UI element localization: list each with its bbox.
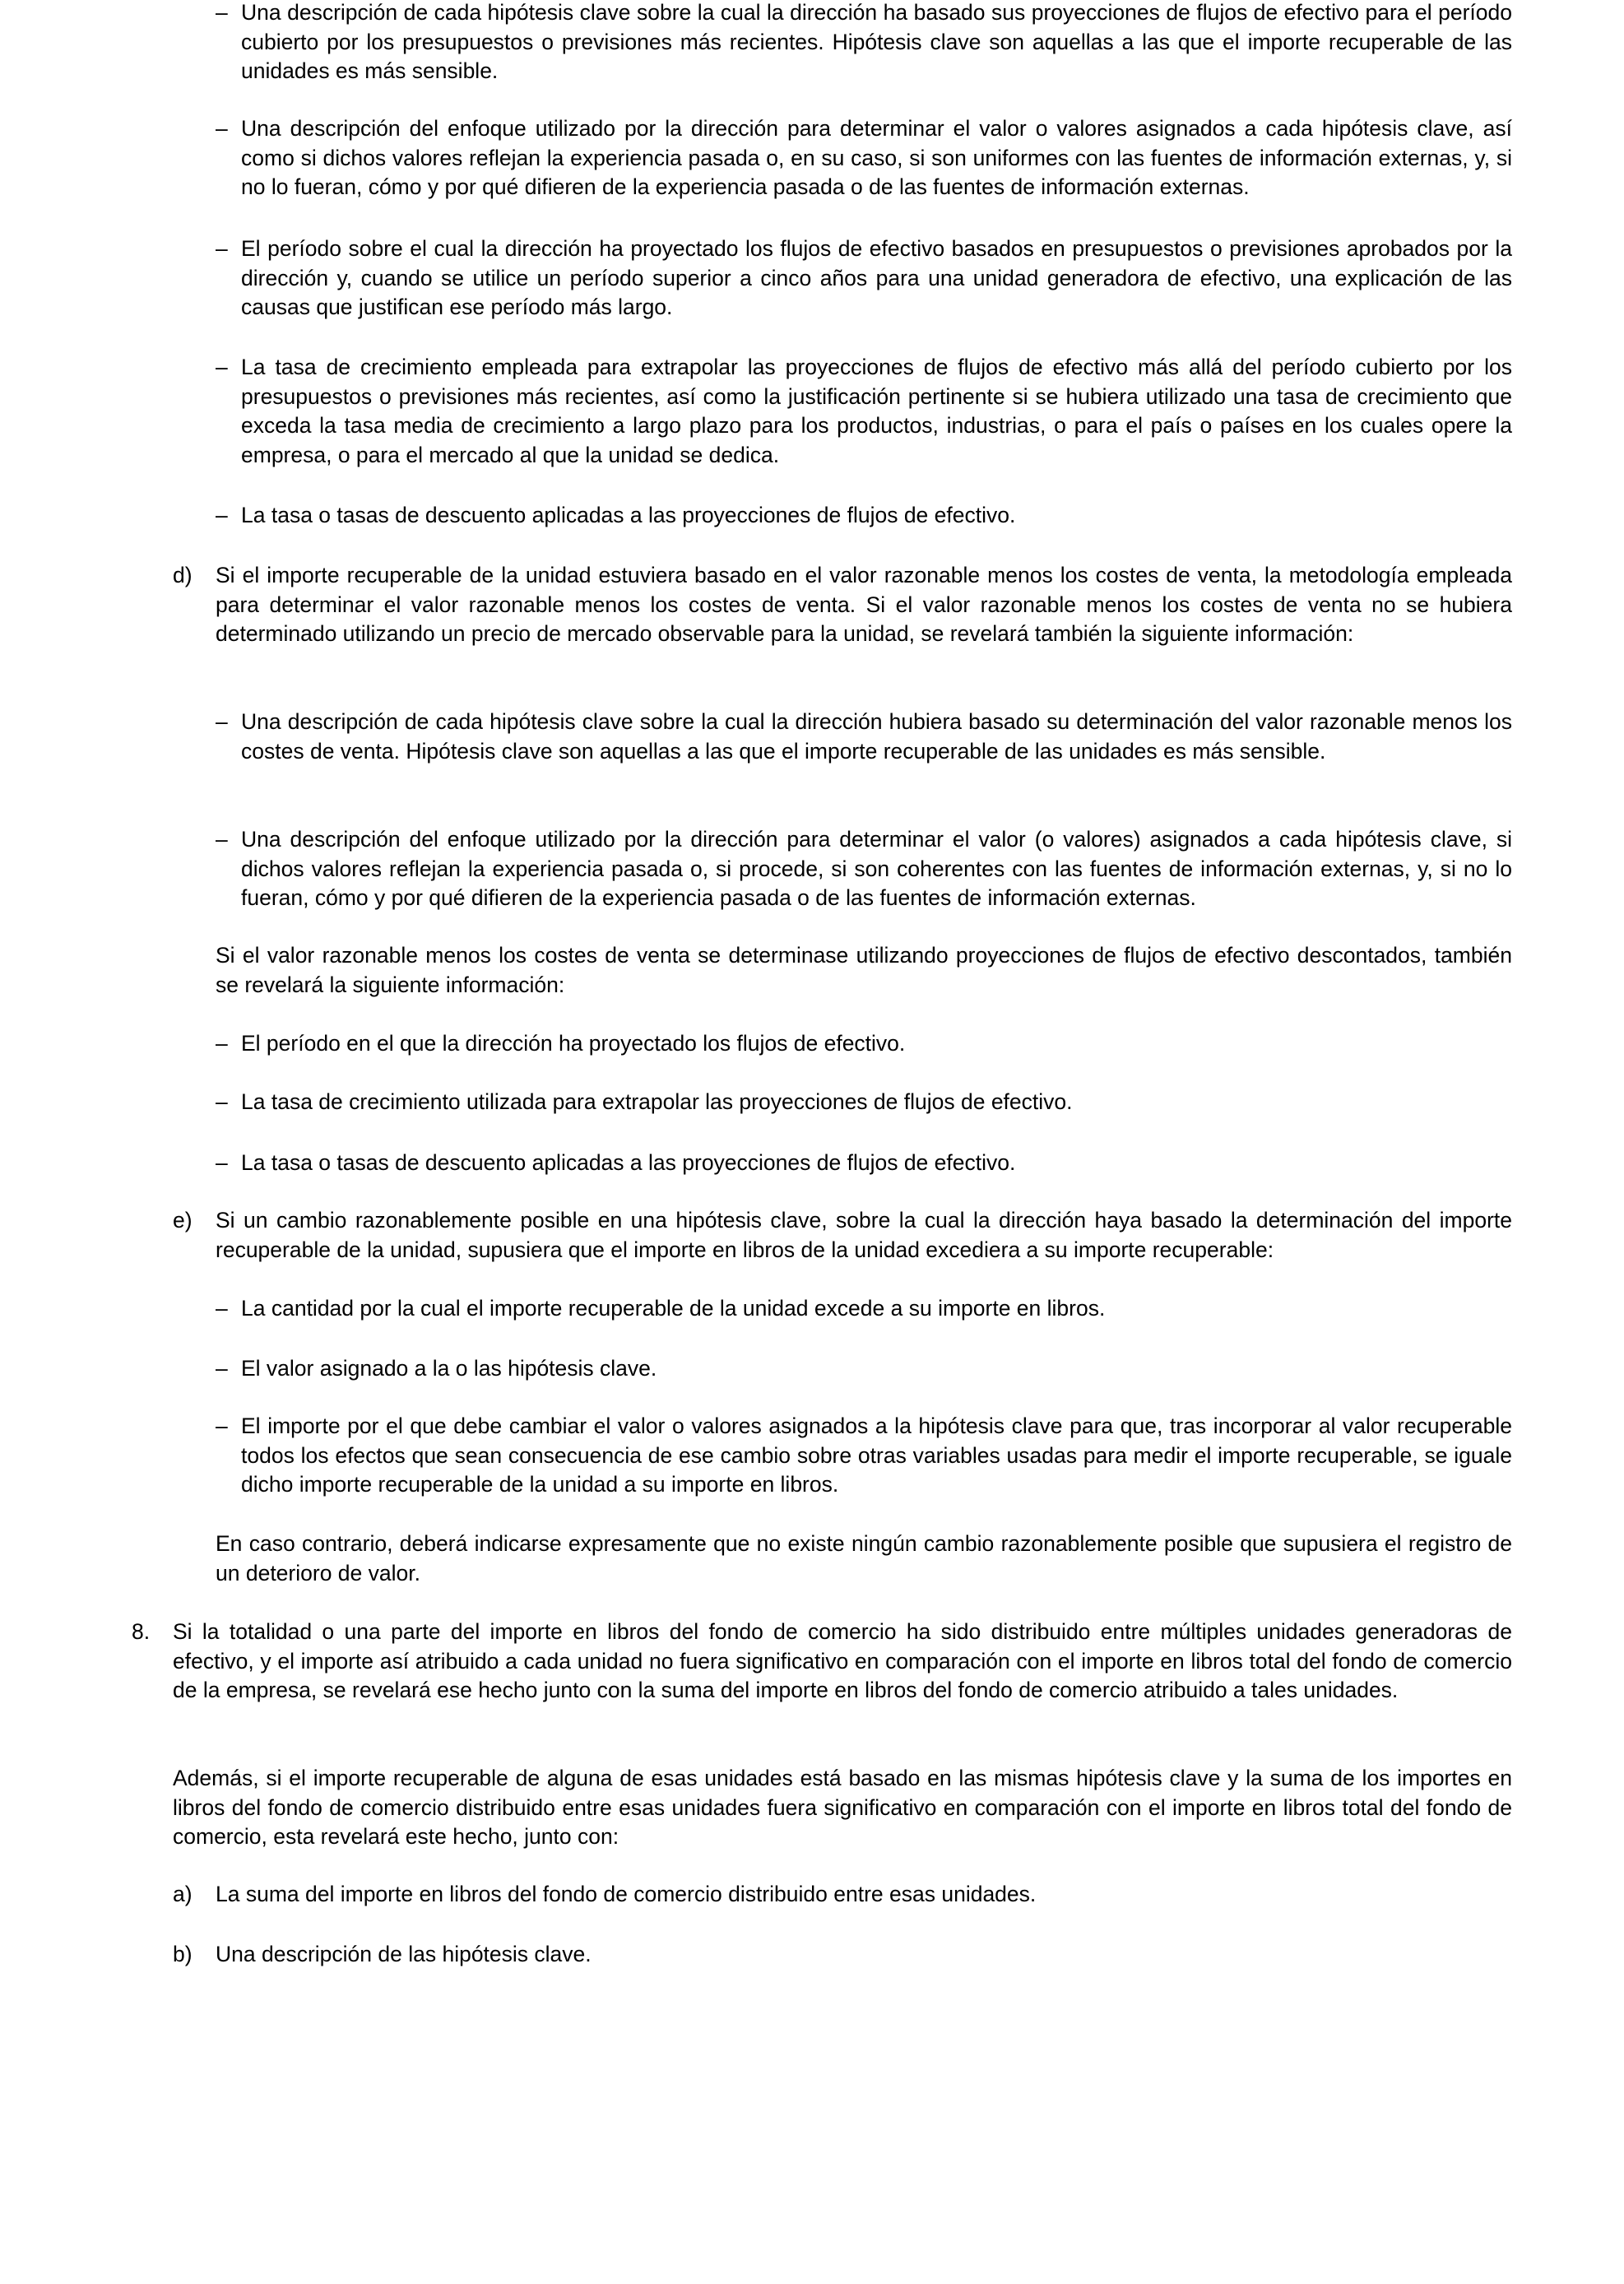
list-marker-b: b) bbox=[173, 1942, 193, 1966]
paragraph-key-assumptions-fair-value: Una descripción de cada hipótesis clave sobre la cual la dirección hubiera basado su determinación del valor razonable menos los costes de venta. Hipótesis clave son aquellas a las que el importe recuperable de las unidades es más sensible. bbox=[241, 709, 1512, 764]
paragraph-discounted-cash-flows: Si el valor razonable menos los costes de venta se determinase utilizando proyecciones de flujos de efectivo descontados, también se revelará la siguiente información: bbox=[216, 943, 1512, 997]
paragraph-sum-carrying-amount: La suma del importe en libros del fondo de comercio distribuido entre esas unidades. bbox=[216, 1882, 1037, 1906]
paragraph-reasonably-possible-change: Si un cambio razonablemente posible en una hipótesis clave, sobre la cual la dirección haya basado la determinación del importe recuperable de la unidad, supusiera que el importe en libros de la unidad excediera a su importe recuperable: bbox=[216, 1208, 1512, 1262]
paragraph-discount-rates-fair-value: La tasa o tasas de descuento aplicadas a las proyecciones de flujos de efectivo. bbox=[241, 1150, 1016, 1175]
dash-marker: – bbox=[216, 0, 228, 25]
dash-marker: – bbox=[216, 1356, 228, 1381]
paragraph-fair-value-less-costs: Si el importe recuperable de la unidad estuviera basado en el valor razonable menos los costes de venta, la metodología empleada para determinar el valor razonable menos los costes de venta. Si el valor razonable menos los costes de venta no se hubiera determinado utilizando un precio de mercado observable para la unidad, se revelará también la siguiente información: bbox=[216, 563, 1512, 646]
list-marker-a: a) bbox=[173, 1882, 193, 1906]
paragraph-period-projected: El período en el que la dirección ha proyectado los flujos de efectivo. bbox=[241, 1031, 906, 1056]
dash-marker: – bbox=[216, 355, 228, 379]
dash-marker: – bbox=[216, 709, 228, 734]
dash-marker: – bbox=[216, 1150, 228, 1175]
dash-marker: – bbox=[216, 236, 228, 261]
dash-marker: – bbox=[216, 503, 228, 527]
paragraph-discount-rates: La tasa o tasas de descuento aplicadas a las proyecciones de flujos de efectivo. bbox=[241, 503, 1016, 527]
paragraph-amount-to-change: El importe por el que debe cambiar el valor o valores asignados a la hipótesis clave para que, tras incorporar al valor recuperable todos los efectos que sean consecuencia de ese cambio sobre otras variables usadas para medir el importe recuperable, se iguale dicho importe recuperable de la unidad a su importe en libros. bbox=[241, 1414, 1512, 1497]
dash-marker: – bbox=[216, 1296, 228, 1321]
paragraph-key-assumptions-cash-flows: Una descripción de cada hipótesis clave sobre la cual la dirección ha basado sus proyecciones de flujos de efectivo para el período cubierto por los presupuestos o previsiones más recientes. Hipótesis clave son aquellas a las que el importe recuperable de las unidades es más sensible. bbox=[241, 0, 1512, 83]
paragraph-growth-rate: La tasa de crecimiento empleada para extrapolar las proyecciones de flujos de efectivo más allá del período cubierto por los presupuestos o previsiones más recientes, así como la justificación pertinente si se hubiera utilizado una tasa de crecimiento que exceda la tasa media de crecimiento a largo plazo para los productos, industrias, o para el país o países en los cuales opere la empresa, o para el mercado al que la unidad se dedica. bbox=[241, 355, 1512, 467]
list-marker-d: d) bbox=[173, 563, 193, 587]
paragraph-approach-fair-value: Una descripción del enfoque utilizado por la dirección para determinar el valor (o valores) asignados a cada hipótesis clave, si dichos valores reflejan la experiencia pasada o, si procede, si son coherentes con las fuentes de información externas, y, si no lo fueran, cómo y por qué difieren de la experiencia pasada o de las fuentes de información externas. bbox=[241, 827, 1512, 910]
dash-marker: – bbox=[216, 1031, 228, 1056]
paragraph-key-assumptions-description: Una descripción de las hipótesis clave. bbox=[216, 1942, 592, 1966]
dash-marker: – bbox=[216, 116, 228, 141]
paragraph-value-assigned: El valor asignado a la o las hipótesis clave. bbox=[241, 1356, 657, 1381]
paragraph-growth-rate-extrapolate: La tasa de crecimiento utilizada para extrapolar las proyecciones de flujos de efectivo. bbox=[241, 1089, 1073, 1114]
paragraph-approach-assigning-values: Una descripción del enfoque utilizado por la dirección para determinar el valor o valores asignados a cada hipótesis clave, así como si dichos valores reflejan la experiencia pasada o, en su caso, si son uniformes con las fuentes de información externas, y, si no lo fueran, cómo y por qué difieren de la experiencia pasada o de las fuentes de información externas. bbox=[241, 116, 1512, 199]
list-marker-8: 8. bbox=[132, 1619, 151, 1644]
dash-marker: – bbox=[216, 1414, 228, 1438]
paragraph-goodwill-allocated: Si la totalidad o una parte del importe en libros del fondo de comercio ha sido distribuido entre múltiples unidades generadoras de efectivo, y el importe así atribuido a cada unidad no fuera significativo en comparación con el importe en libros total del fondo de comercio de la empresa, se revelará ese hecho junto con la suma del importe en libros del fondo de comercio atribuido a tales unidades. bbox=[173, 1619, 1512, 1702]
paragraph-projection-period: El período sobre el cual la dirección ha proyectado los flujos de efectivo basados en presupuestos o previsiones aprobados por la dirección y, cuando se utilice un período superior a cinco años para una unidad generadora de efectivo, una explicación de las causas que justifican ese período más largo. bbox=[241, 236, 1512, 319]
dash-marker: – bbox=[216, 827, 228, 852]
paragraph-otherwise-statement: En caso contrario, deberá indicarse expresamente que no existe ningún cambio razonablemente posible que supusiera el registro de un deterioro de valor. bbox=[216, 1531, 1512, 1585]
dash-marker: – bbox=[216, 1089, 228, 1114]
paragraph-amount-exceeds: La cantidad por la cual el importe recuperable de la unidad excede a su importe en libros. bbox=[241, 1296, 1106, 1321]
paragraph-goodwill-further-disclosure: Además, si el importe recuperable de alguna de esas unidades está basado en las mismas hipótesis clave y la suma de los importes en libros del fondo de comercio distribuido entre esas unidades fuera significativo en comparación con el importe en libros total del fondo de comercio, esta revelará este hecho, junto con: bbox=[173, 1766, 1512, 1849]
list-marker-e: e) bbox=[173, 1208, 193, 1233]
